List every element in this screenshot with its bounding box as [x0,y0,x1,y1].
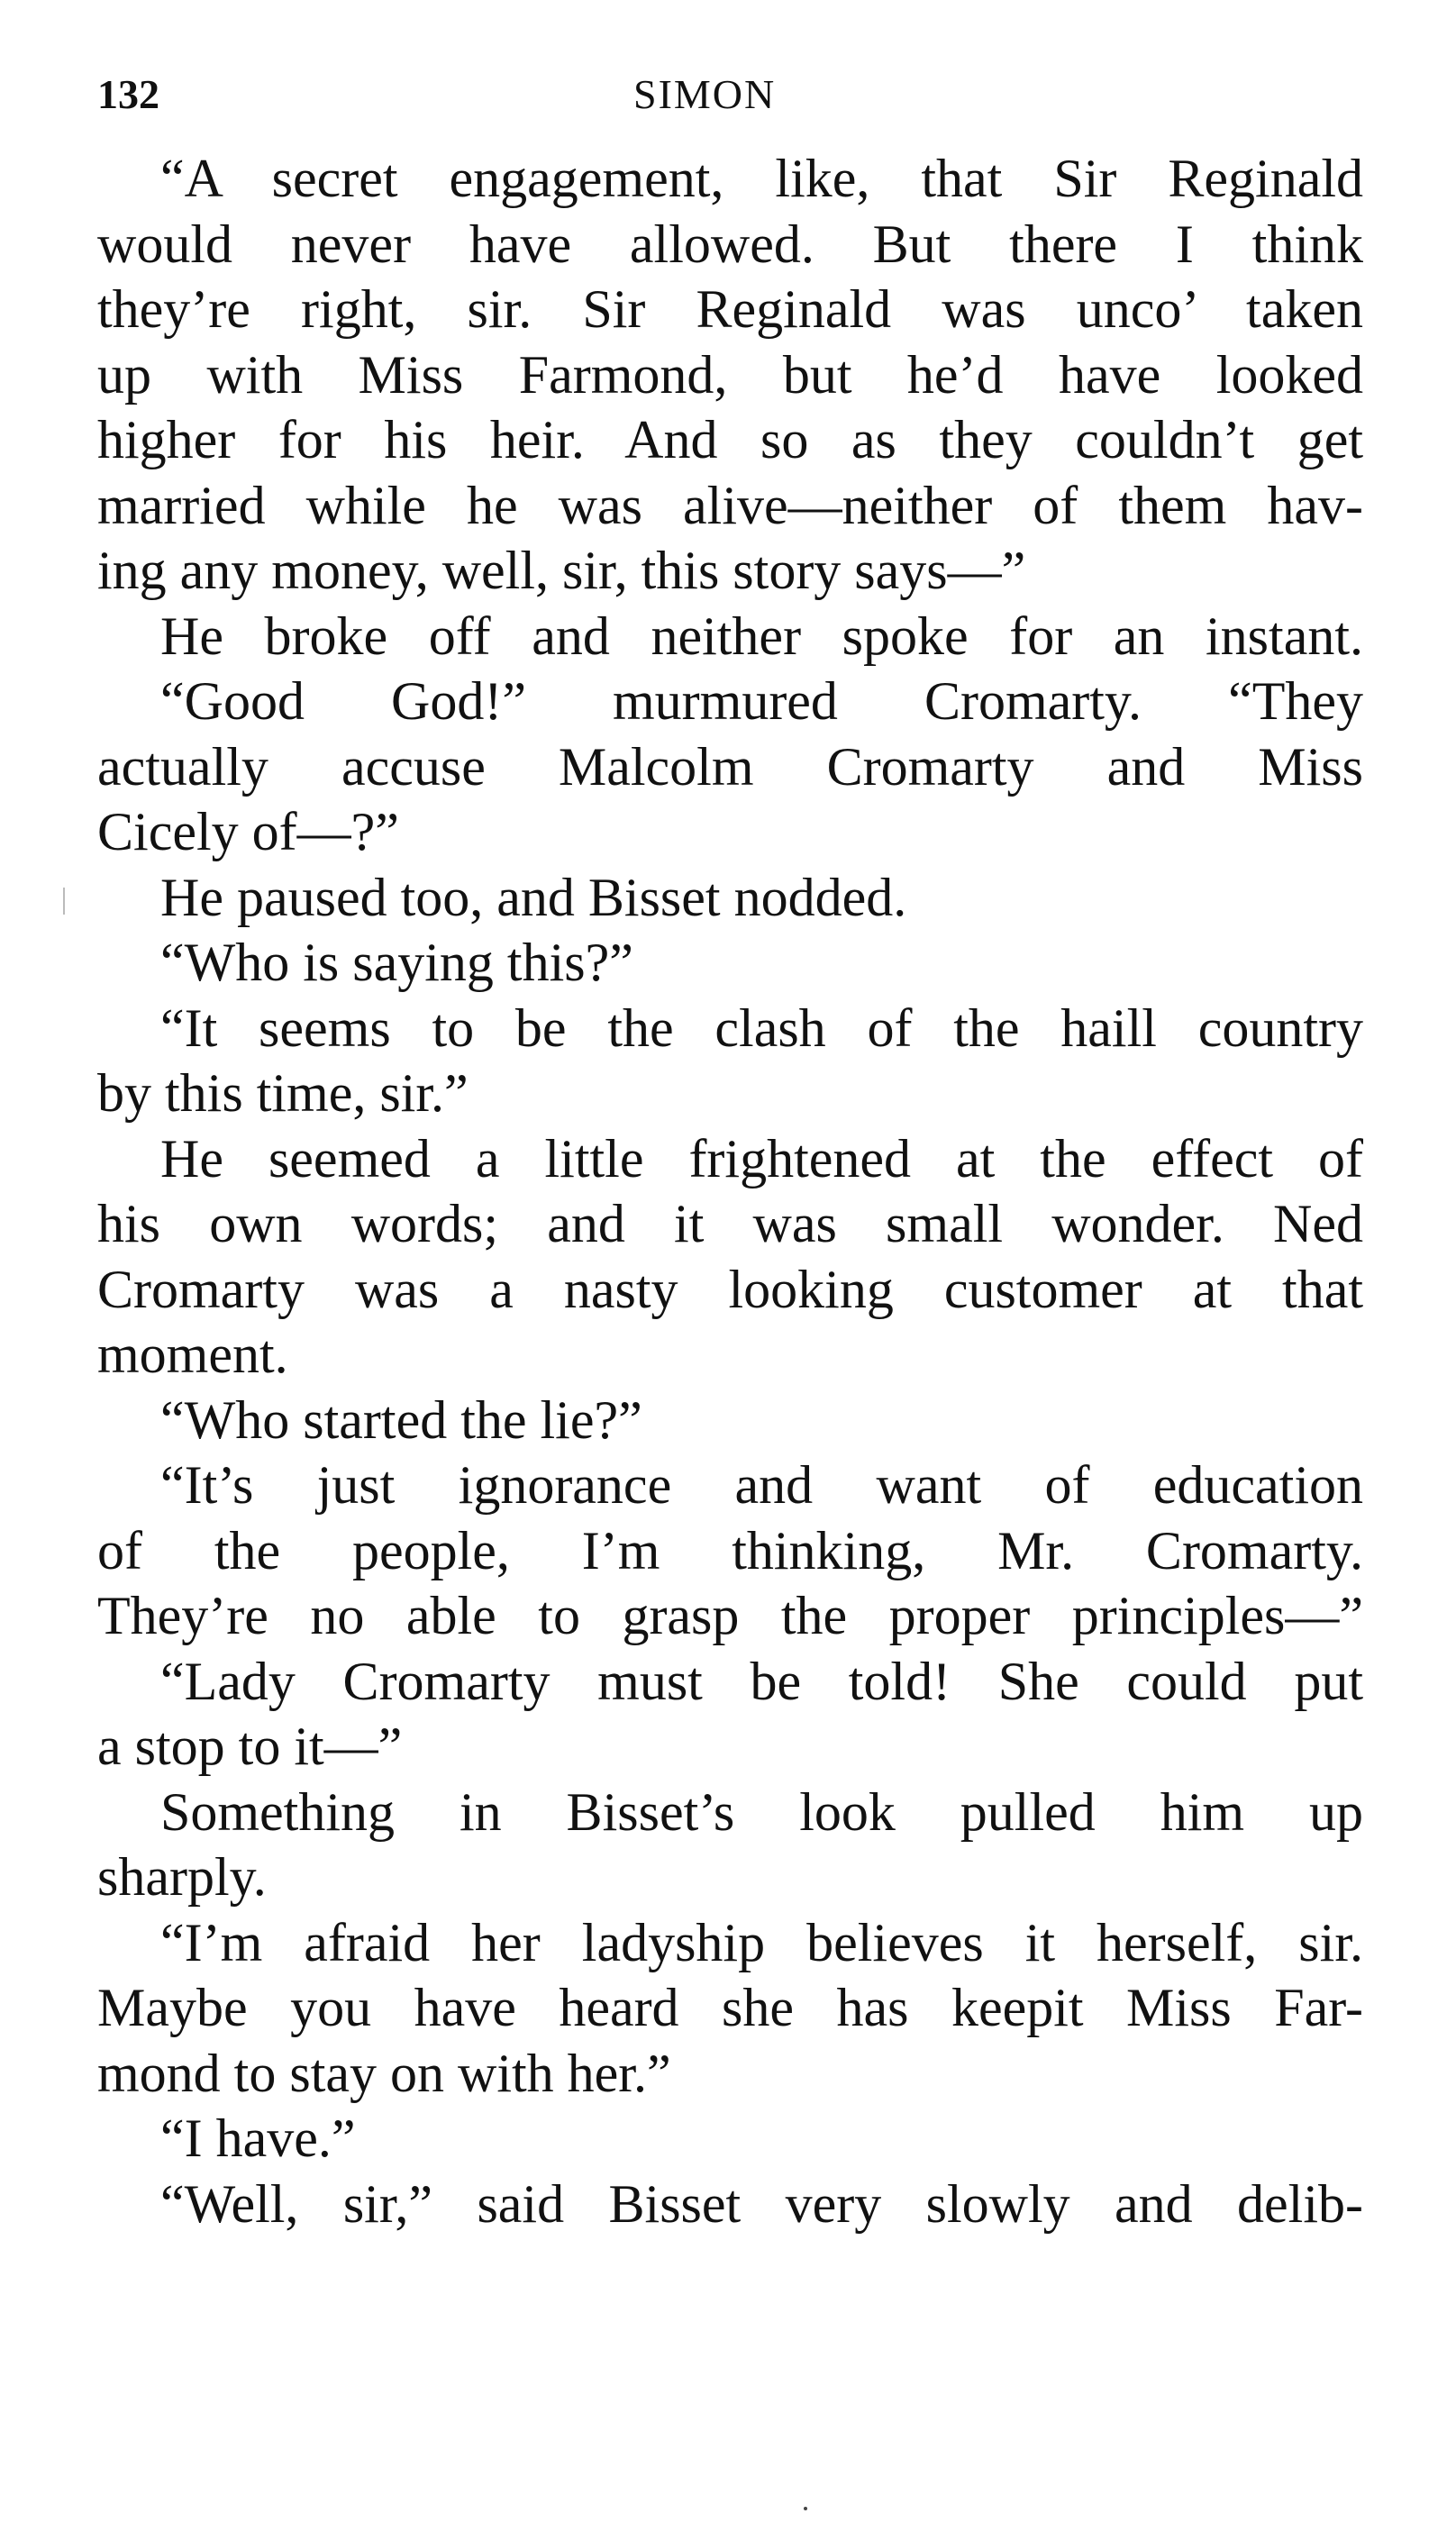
text-line: they’re right, sir. Sir Reginald was unco’ taken [97,279,1363,339]
text-line: He paused too, and Bisset nodded. [160,867,907,927]
text-line: “Well, sir,” said Bisset very slowly and delib- [160,2173,1363,2234]
text-line: of the people, I’m thinking, Mr. Cromarty. [97,1520,1363,1580]
text-line: He seemed a little frightened at the effect of [160,1128,1363,1189]
text-line: “Lady Cromarty must be told! She could put [160,1651,1363,1711]
text-line: a stop to it—” [97,1717,403,1776]
text-line: Cicely of—?” [97,802,399,861]
text-line: actually accuse Malcolm Cromarty and Miss [97,736,1363,797]
text-line: “Who is saying this?” [160,933,633,992]
text-line: “A secret engagement, like, that Sir Reginald [160,149,1363,208]
text-line: “I’m afraid her ladyship believes it herself, sir. [160,1912,1363,1972]
page-header [97,70,1359,142]
margin-mark [63,888,65,915]
text-line: moment. [97,1325,288,1384]
text-line: mond to stay on with her.” [97,2043,671,2103]
text-line: He broke off and neither spoke for an instant. [160,606,1363,666]
text-line: would never have allowed. But there I think [97,214,1363,274]
text-line: married while he was alive—neither of them hav- [97,475,1363,535]
text-line: by this time, sir.” [97,1063,469,1123]
text-line: “Who started the lie?” [160,1389,642,1450]
text-line: up with Miss Farmond, but he’d have looked [97,344,1363,405]
page-number: 132 [97,71,159,117]
running-head: SIMON [633,71,777,117]
text-line: Maybe you have heard she has keepit Miss Far- [97,1978,1363,2037]
text-line: “Good God!” murmured Cromarty. “They [160,671,1363,731]
text-line: higher for his heir. And so as they couldn’t get [97,410,1363,469]
body-text [97,146,1363,2236]
text-line: his own words; and it was small wonder. Ned [97,1194,1363,1253]
text-line: sharply. [97,1847,267,1907]
text-line: They’re no able to grasp the proper principles—” [97,1586,1363,1645]
text-line: ing any money, well, sir, this story says—” [97,541,1026,600]
text-line: “It’s just ignorance and want of education [160,1455,1363,1515]
text-line: Something in Bisset’s look pulled him up [160,1781,1363,1842]
text-line: “I have.” [160,2108,356,2168]
ink-speck [804,2507,807,2510]
text-line: Cromarty was a nasty looking customer at that [97,1259,1363,1319]
text-line: “It seems to be the clash of the haill country [160,997,1363,1058]
